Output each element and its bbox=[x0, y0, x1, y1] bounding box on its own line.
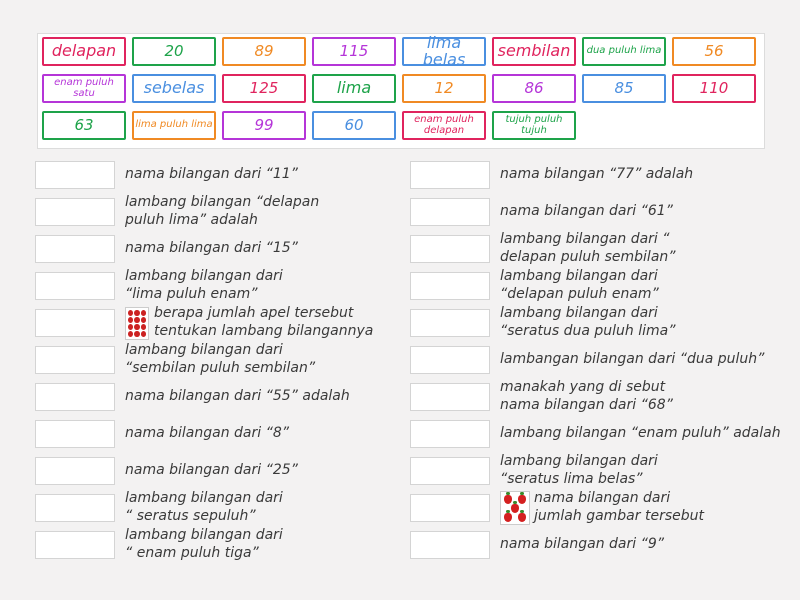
question-text bbox=[125, 267, 283, 303]
question-line: lambang bilangan “delapan bbox=[125, 194, 320, 210]
answer-tile[interactable]: lima bbox=[312, 74, 396, 103]
question-text bbox=[500, 378, 673, 414]
question-line: nama bilangan dari “25” bbox=[125, 462, 298, 478]
strawberry-icon bbox=[511, 504, 519, 513]
answer-tile[interactable]: delapan bbox=[42, 37, 126, 66]
question-line: lambang bilangan dari bbox=[125, 527, 283, 543]
answer-tile[interactable]: sembilan bbox=[492, 37, 576, 66]
answer-tile[interactable]: 85 bbox=[582, 74, 666, 103]
apple-icon bbox=[141, 331, 146, 337]
question-line: delapan puluh sembilan” bbox=[500, 249, 676, 265]
question-line: “delapan puluh enam” bbox=[500, 286, 659, 302]
question-line: lambang bilangan dari “ bbox=[500, 231, 670, 247]
question-text bbox=[125, 424, 289, 442]
question-line: “ seratus sepuluh” bbox=[125, 508, 256, 524]
question-text bbox=[500, 535, 664, 553]
answer-tile[interactable]: 20 bbox=[132, 37, 216, 66]
apples-image bbox=[125, 307, 149, 340]
answer-tile[interactable]: 115 bbox=[312, 37, 396, 66]
strawberry-icon bbox=[504, 495, 512, 504]
drop-slot[interactable] bbox=[35, 457, 115, 485]
question-line: lambang bilangan dari bbox=[125, 268, 283, 284]
question-line: nama bilangan dari “11” bbox=[125, 166, 298, 182]
answer-tile[interactable]: 63 bbox=[42, 111, 126, 140]
drop-slot[interactable] bbox=[410, 346, 490, 374]
drop-slot[interactable] bbox=[410, 161, 490, 189]
question-line: nama bilangan dari “61” bbox=[500, 203, 673, 219]
drop-slot[interactable] bbox=[35, 420, 115, 448]
question-text bbox=[500, 350, 764, 368]
apple-icon bbox=[134, 317, 139, 323]
question-line: nama bilangan dari “8” bbox=[125, 425, 290, 441]
question-line: “sembilan puluh sembilan” bbox=[125, 360, 316, 376]
question-text bbox=[125, 193, 319, 229]
question-line: lambang bilangan “enam puluh” adalah bbox=[500, 425, 781, 441]
question-line: jumlah gambar tersebut bbox=[534, 508, 704, 524]
apple-icon bbox=[128, 310, 133, 316]
question-text bbox=[500, 165, 693, 183]
drop-slot[interactable] bbox=[35, 531, 115, 559]
question-line: “lima puluh enam” bbox=[125, 286, 258, 302]
apple-icon bbox=[141, 317, 146, 323]
question-line: nama bilangan dari “15” bbox=[125, 240, 298, 256]
question-text bbox=[125, 461, 298, 479]
question-line: lambang bilangan dari bbox=[125, 342, 283, 358]
question-line: manakah yang di sebut bbox=[500, 379, 666, 395]
question-text bbox=[125, 489, 283, 525]
question-text bbox=[125, 341, 315, 377]
answer-tile[interactable]: 125 bbox=[222, 74, 306, 103]
answer-tile[interactable]: sebelas bbox=[132, 74, 216, 103]
drop-slot[interactable] bbox=[410, 198, 490, 226]
apple-icon bbox=[128, 324, 133, 330]
strawberry-icon bbox=[518, 495, 526, 504]
apple-icon bbox=[141, 324, 146, 330]
question-text bbox=[125, 165, 298, 183]
answer-tile[interactable]: lima belas bbox=[402, 37, 486, 66]
drop-slot[interactable] bbox=[410, 235, 490, 263]
question-line: lambang bilangan dari bbox=[500, 453, 658, 469]
answer-tile[interactable]: 60 bbox=[312, 111, 396, 140]
drop-slot[interactable] bbox=[410, 383, 490, 411]
drop-slot[interactable] bbox=[35, 346, 115, 374]
apple-icon bbox=[141, 310, 146, 316]
question-line: “seratus lima belas” bbox=[500, 471, 643, 487]
apple-icon bbox=[134, 331, 139, 337]
question-text bbox=[500, 230, 676, 266]
question-line: lambang bilangan dari bbox=[500, 305, 658, 321]
question-line: “seratus dua puluh lima” bbox=[500, 323, 676, 339]
drop-slot[interactable] bbox=[35, 494, 115, 522]
question-line: nama bilangan dari “55” adalah bbox=[125, 388, 350, 404]
answer-tile[interactable]: 110 bbox=[672, 74, 756, 103]
apple-icon bbox=[128, 331, 133, 337]
question-text bbox=[500, 304, 676, 340]
drop-slot[interactable] bbox=[35, 161, 115, 189]
answer-tile[interactable]: 86 bbox=[492, 74, 576, 103]
answer-tile[interactable]: lima puluh lima bbox=[132, 111, 216, 140]
question-text bbox=[534, 489, 704, 525]
apple-icon bbox=[134, 310, 139, 316]
apple-icon bbox=[128, 317, 133, 323]
strawberry-icon bbox=[518, 513, 526, 522]
answer-tile[interactable]: tujuh puluh tujuh bbox=[492, 111, 576, 140]
drop-slot[interactable] bbox=[410, 272, 490, 300]
answer-tile[interactable]: enam puluh delapan bbox=[402, 111, 486, 140]
strawberry-icon bbox=[504, 513, 512, 522]
drop-slot[interactable] bbox=[410, 531, 490, 559]
drop-slot[interactable] bbox=[35, 383, 115, 411]
drop-slot[interactable] bbox=[35, 272, 115, 300]
question-text bbox=[125, 526, 283, 562]
question-text bbox=[500, 202, 673, 220]
answer-tile[interactable]: 99 bbox=[222, 111, 306, 140]
question-line: nama bilangan dari “9” bbox=[500, 536, 665, 552]
question-line: berapa jumlah apel tersebut bbox=[154, 305, 354, 321]
question-text bbox=[500, 267, 659, 303]
question-line: puluh lima” adalah bbox=[125, 212, 258, 228]
drop-slot[interactable] bbox=[35, 198, 115, 226]
question-text bbox=[125, 387, 350, 405]
question-line: “ enam puluh tiga” bbox=[125, 545, 259, 561]
question-line: lambang bilangan dari bbox=[500, 268, 658, 284]
drop-slot[interactable] bbox=[410, 420, 490, 448]
drop-slot[interactable] bbox=[410, 457, 490, 485]
drop-slot[interactable] bbox=[35, 309, 115, 337]
answer-tile[interactable]: enam puluh satu bbox=[42, 74, 126, 103]
question-line: lambangan bilangan dari “dua puluh” bbox=[500, 351, 765, 367]
answer-tile[interactable]: 12 bbox=[402, 74, 486, 103]
answer-tile[interactable]: dua puluh lima bbox=[582, 37, 666, 66]
question-text bbox=[154, 304, 373, 340]
drop-slot[interactable] bbox=[410, 494, 490, 522]
question-text bbox=[500, 424, 781, 442]
question-line: tentukan lambang bilangannya bbox=[154, 323, 374, 339]
question-line: lambang bilangan dari bbox=[125, 490, 283, 506]
question-line: nama bilangan dari bbox=[534, 490, 671, 506]
drop-slot[interactable] bbox=[35, 235, 115, 263]
question-text bbox=[125, 239, 298, 257]
question-text bbox=[500, 452, 658, 488]
answer-tile[interactable]: 56 bbox=[672, 37, 756, 66]
question-line: nama bilangan dari “68” bbox=[500, 397, 673, 413]
question-line: nama bilangan “77” adalah bbox=[500, 166, 694, 182]
drop-slot[interactable] bbox=[410, 309, 490, 337]
apple-icon bbox=[134, 324, 139, 330]
answer-tile[interactable]: 89 bbox=[222, 37, 306, 66]
strawberries-image bbox=[500, 491, 530, 525]
